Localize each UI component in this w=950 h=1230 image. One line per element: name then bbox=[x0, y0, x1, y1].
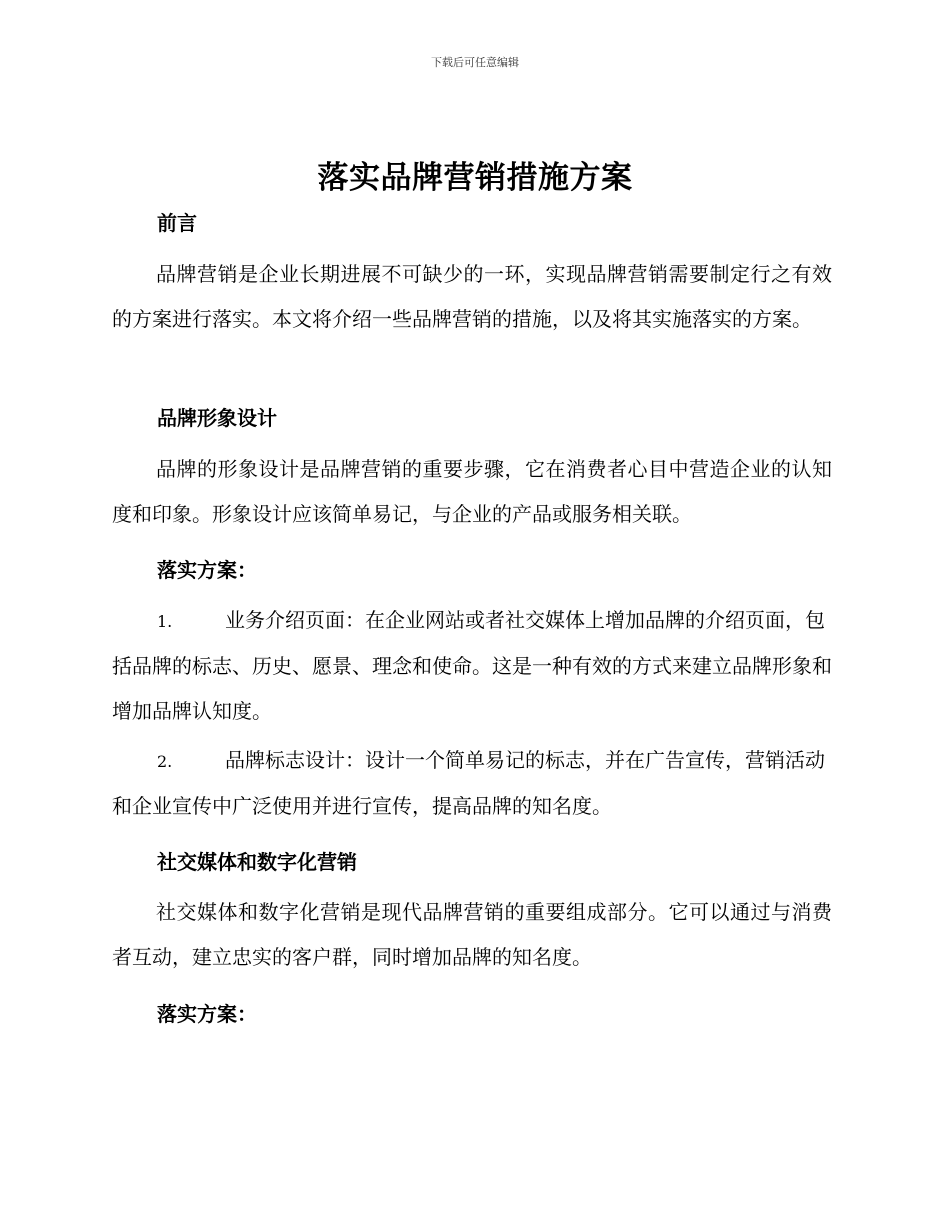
section-heading-preface: 前言 bbox=[157, 211, 197, 235]
list-item-number: 2. bbox=[157, 752, 173, 771]
header-note: 下载后可任意编辑 bbox=[431, 56, 519, 69]
paragraph-brand-image: 品牌的形象设计是品牌营销的重要步骤，它在消费者心目中营造企业的认知度和印象。形象设计应该简单易记，与企业的产品或服务相关联。 bbox=[112, 457, 832, 526]
document-title: 落实品牌营销措施方案 bbox=[317, 160, 633, 196]
list-item-number: 1. bbox=[157, 612, 173, 631]
paragraph-preface: 品牌营销是企业长期进展不可缺少的一环，实现品牌营销需要制定行之有效的方案进行落实。本文将介绍一些品牌营销的措施，以及将其实施落实的方案。 bbox=[112, 262, 832, 331]
list-item bbox=[112, 738, 832, 829]
plan-heading-social-digital: 落实方案： bbox=[157, 1002, 257, 1026]
section-heading-social-digital: 社交媒体和数字化营销 bbox=[157, 850, 357, 874]
list-item-text: 品牌标志设计：设计一个简单易记的标志，并在广告宣传，营销活动和企业宣传中广泛使用并进行宣传，提高品牌的知名度。 bbox=[112, 748, 825, 818]
plan-heading-brand-image: 落实方案： bbox=[157, 558, 257, 582]
section-heading-brand-image: 品牌形象设计 bbox=[157, 406, 277, 430]
list-item bbox=[112, 598, 832, 734]
list-item-text: 业务介绍页面：在企业网站或者社交媒体上增加品牌的介绍页面，包括品牌的标志、历史、愿景、理念和使命。这是一种有效的方式来建立品牌形象和增加品牌认知度。 bbox=[112, 608, 832, 723]
paragraph-social-digital: 社交媒体和数字化营销是现代品牌营销的重要组成部分。它可以通过与消费者互动，建立忠实的客户群，同时增加品牌的知名度。 bbox=[112, 900, 832, 969]
